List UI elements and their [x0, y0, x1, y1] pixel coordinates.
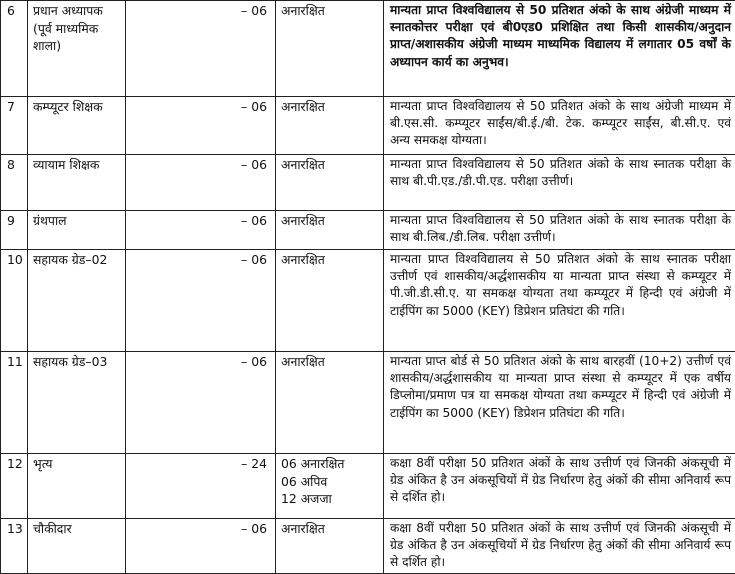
- category-item: 06 अनारक्षित: [281, 455, 378, 473]
- category-cell: [276, 454, 384, 519]
- post-name: चौकीदार: [28, 519, 126, 574]
- category-cell: [276, 97, 384, 155]
- post-count: – 06: [126, 250, 276, 352]
- category-item: अनारक्षित: [281, 156, 378, 174]
- category-item: अनारक्षित: [281, 520, 378, 538]
- post-name: व्यायाम शिक्षक: [28, 155, 126, 211]
- post-count: – 06: [126, 155, 276, 211]
- qualification-text: मान्यता प्राप्त बोर्ड से 50 प्रतिशत अंको के साथ बारहवीं (10+2) उत्तीर्ण एवं शासकीय/अर्द्धशासकीय या मान्यता प्राप्त संस्था से कम्प्यूटर में एक वर्षीय डिप्लोमा/प्रमाण पत्र या समकक्ष योग्यता तथा कम्प्यूटर में हिन्दी एवं अंग्रेजी में टाईपिंग का 5000 (KEY) डिप्रेशन प्रतिघंटा की गति।: [384, 352, 735, 454]
- serial-number: 13: [1, 519, 28, 574]
- category-item: अनारक्षित: [281, 98, 378, 116]
- category-item: अनारक्षित: [281, 2, 378, 20]
- category-item: अनारक्षित: [281, 251, 378, 269]
- category-cell: [276, 211, 384, 250]
- post-count: – 06: [126, 211, 276, 250]
- serial-number: 11: [1, 352, 28, 454]
- serial-number: 10: [1, 250, 28, 352]
- qualification-text: मान्यता प्राप्त विश्वविद्यालय से 50 प्रतिशत अंको के साथ स्नातक परीक्षा के साथ बी.पी.एड./डी.पी.एड. परीक्षा उत्तीर्ण।: [384, 155, 735, 211]
- qualification-text: मान्यता प्राप्त विश्वविद्यालय से 50 प्रतिशत अंको के साथ स्नातक परीक्षा उत्तीर्ण एवं शासकीय/अर्द्धशासकीय या मान्यता प्राप्त संस्था से कम्प्यूटर में पी.जी.डी.सी.ए. या समकक्ष योग्यता तथा कम्प्यूटर में हिन्दी एवं अंग्रेजी में टाईपिंग का 5000 (KEY) डिप्रेशन प्रतिघंटा की गति।: [384, 250, 735, 352]
- table-row: [1, 211, 735, 250]
- serial-number: 8: [1, 155, 28, 211]
- post-name: कम्प्यूटर शिक्षक: [28, 97, 126, 155]
- post-name: सहायक ग्रेड–03: [28, 352, 126, 454]
- post-name: प्रधान अध्यापक (पूर्व माध्यमिक शाला): [28, 1, 126, 97]
- serial-number: 7: [1, 97, 28, 155]
- table-row: [1, 519, 735, 574]
- post-count: – 06: [126, 1, 276, 97]
- table-row: [1, 1, 735, 97]
- category-item: अनारक्षित: [281, 353, 378, 371]
- qualification-text: कक्षा 8वीं परीक्षा 50 प्रतिशत अंकों के साथ उत्तीर्ण एवं जिनकी अंकसूची में ग्रेड अंकित है उन अंकसूचियों में ग्रेड निर्धारण हेतु अंकों की सीमा अनिवार्य रूप से दर्शित हो।: [384, 454, 735, 519]
- post-count: – 06: [126, 519, 276, 574]
- serial-number: 9: [1, 211, 28, 250]
- table-row: [1, 352, 735, 454]
- post-count: – 06: [126, 352, 276, 454]
- post-count: – 06: [126, 97, 276, 155]
- category-item: 06 अपिव: [281, 473, 378, 491]
- category-item: 12 अजजा: [281, 490, 378, 508]
- table-row: [1, 155, 735, 211]
- post-name: सहायक ग्रेड–02: [28, 250, 126, 352]
- category-cell: [276, 1, 384, 97]
- serial-number: 12: [1, 454, 28, 519]
- post-count: – 24: [126, 454, 276, 519]
- category-cell: [276, 250, 384, 352]
- qualification-text: मान्यता प्राप्त विश्वविद्यालय से 50 प्रतिशत अंको के साथ अंग्रेजी माध्यम में स्नातकोत्तर परीक्षा एवं बी0एड0 प्रशिक्षित तथा किसी शासकीय/अनुदान प्राप्त/अशासकीय अंग्रेजी माध्यम माध्यमिक विद्यालय में लगातार 05 वर्षों के अध्यापन कार्य का अनुभव।: [384, 1, 735, 97]
- category-cell: [276, 352, 384, 454]
- category-item: अनारक्षित: [281, 212, 378, 230]
- table-row: [1, 97, 735, 155]
- post-name: भृत्य: [28, 454, 126, 519]
- qualification-text: मान्यता प्राप्त विश्वविद्यालय से 50 प्रतिशत अंको के साथ स्नातक परीक्षा के साथ बी.लिब./डी.लिब. परीक्षा उत्तीर्ण।: [384, 211, 735, 250]
- category-cell: [276, 155, 384, 211]
- serial-number: 6: [1, 1, 28, 97]
- post-name: ग्रंथपाल: [28, 211, 126, 250]
- qualification-text: कक्षा 8वीं परीक्षा 50 प्रतिशत अंकों के साथ उत्तीर्ण एवं जिनकी अंकसूची में ग्रेड अंकित है उन अंकसूचियों में ग्रेड निर्धारण हेतु अंकों की सीमा अनिवार्य रूप से दर्शित हो।: [384, 519, 735, 574]
- table-row: [1, 250, 735, 352]
- table-row: [1, 454, 735, 519]
- category-cell: [276, 519, 384, 574]
- qualification-text: मान्यता प्राप्त विश्वविद्यालय से 50 प्रतिशत अंको के साथ अंग्रेजी माध्यम में बी.एस.सी. कम्प्यूटर साईंस/बी.ई./बी. टेक. कम्प्यूटर साईंस, बी.सी.ए. एवं अन्य समकक्ष योग्यता।: [384, 97, 735, 155]
